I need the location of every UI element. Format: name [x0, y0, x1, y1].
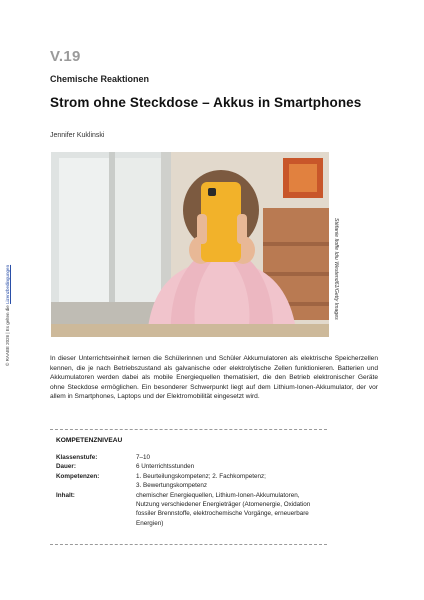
row-label: Klassenstufe:: [56, 454, 98, 461]
competence-row: [56, 462, 326, 471]
hero-photo: [51, 152, 329, 337]
value-line: 3. Bewertungskompetenz: [136, 482, 208, 490]
category-label: Chemische Reaktionen: [50, 74, 150, 84]
page-title: Strom ohne Steckdose – Akkus in Smartphones: [50, 95, 362, 110]
row-value: [136, 453, 326, 462]
copyright-note: [5, 265, 10, 366]
row-value: [136, 472, 326, 491]
competence-table: [56, 453, 326, 528]
author-name: Jennifer Kuklinski: [50, 132, 105, 139]
row-value: [136, 462, 326, 471]
competence-row: [56, 472, 326, 491]
photo-illustration: [51, 152, 329, 337]
divider-bottom: [50, 544, 327, 545]
divider-top: [50, 429, 327, 430]
row-label: Inhalt:: [56, 491, 75, 499]
value-line: 7–10: [136, 454, 151, 461]
value-line: chemischer Energiequellen, Lithium-Ionen-Akkumulatoren,: [136, 491, 300, 499]
value-line: 6 Unterrichtsstunden: [136, 463, 195, 471]
competence-row: [56, 453, 326, 462]
value-line: Nutzung verschiedener Energieträger (Atomenergie, Oxidation: [136, 501, 311, 509]
copyright-text: © RAABE 2026 | Es gelten die: [5, 303, 10, 366]
value-line: Energien): [136, 519, 164, 527]
unit-code: V.19: [50, 48, 81, 65]
value-line: fossiler Brennstoffe, elektrochemische Vorgänge, erneuerbare: [136, 510, 309, 518]
row-value: [136, 491, 326, 529]
intro-paragraph: In dieser Unterrichtseinheit lernen die Schülerinnen und Schüler Akkumulatoren als elektrische Speicherzellen kennen, die je nach Betriebszustand als galvanische oder elektrolytische Zellen funktionieren. Batterien und Akkumulatoren werden dabei als mobile Energiequellen thematisiert, die den Betrieb elektronischer Geräte ohne Steckdose ermöglichen. Ein besonderer Schwerpunkt liegt auf dem Lithium-Ionen-Akkumulator, der vor allem in Smartphones, Laptops und der Elektromobilität eingesetzt wird.: [50, 355, 378, 401]
license-link[interactable]: Lizenzbedingungen: [5, 264, 10, 304]
competence-heading: KOMPETENZNIVEAU: [56, 437, 123, 444]
competence-row: [56, 491, 326, 529]
row-label: Kompetenzen:: [56, 472, 100, 480]
value-line: 1. Beurteilungskompetenz; 2. Fachkompetenz;: [136, 472, 266, 480]
row-label: Dauer:: [56, 463, 76, 471]
photo-credit: Stéfanie Itoffe Idiu Westend61/Getty Images: [333, 218, 339, 320]
